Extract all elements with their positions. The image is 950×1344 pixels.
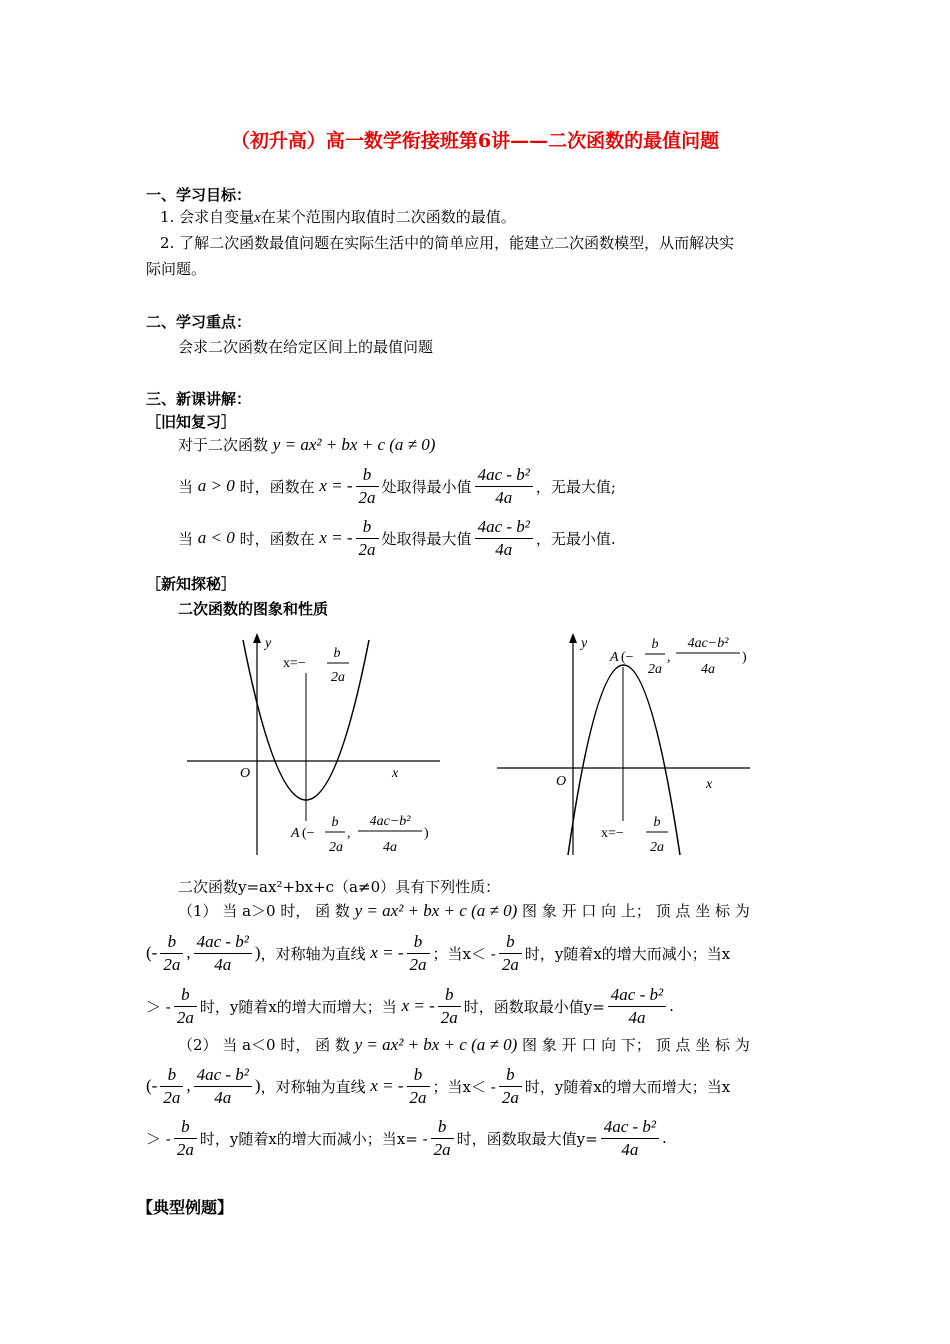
section-heading-goals: 一、学习目标： (146, 186, 252, 204)
prop1-line2: (- $\frac{b}{2a}$ , $\frac{\text{4ac - b²}}{4a}$ ) ，对称轴为直线 x = - $\frac{b}{2a}$ ；当x＜ - $\frac{b}{2a}$ 时，y随着x的增大而减小；当x (146, 931, 731, 974)
vertex-open: (− (621, 650, 634, 665)
vertex-label: A (610, 650, 619, 665)
prop2-line1: （2） 当 a＜0 时， 函 数 y = ax² + bx + c (a ≠ 0) 图 象 开 口 向 下； 顶 点 坐 标 为 (178, 1034, 750, 1054)
vertex-open: (− (302, 826, 315, 841)
review-line-3: 当 a < 0 时，函数在 x = - $\frac{b}{2a}$ 处取得最大值 $\frac{\text{4ac - b²}}{4a}$ ，无最小值. (178, 516, 616, 559)
new-knowledge-label: ［新知探秘］ (146, 575, 237, 593)
section-heading-focus: 二、学习重点： (146, 313, 252, 331)
vertex-num: 4ac−b² (687, 636, 729, 651)
goal-1: 1. 会求自变量x在某个范围内取值时二次函数的最值。 (160, 208, 516, 226)
vertex-2a: 2a (648, 662, 662, 677)
vertex-b: b (651, 637, 659, 652)
page-title: （初升高）高一数学衔接班第6讲——二次函数的最值问题 (230, 130, 720, 152)
examples-heading: 【典型例题】 (137, 1198, 234, 1217)
graph-downward-parabola (495, 625, 760, 860)
review-label: ［旧知复习］ (146, 413, 237, 431)
vertex-comma: , (667, 650, 671, 665)
prop2-line2: (- $\frac{b}{2a}$ , $\frac{\text{4ac - b²}}{4a}$ ) ，对称轴为直线 x = - $\frac{b}{2a}$ ；当x＜ - $\frac{b}{2a}$ 时，y随着x的增大而增大；当x (146, 1064, 731, 1107)
frac-2a: 2a (331, 670, 345, 685)
review-line-1: 对于二次函数 y = ax² + bx + c (a ≠ 0) (178, 434, 436, 454)
vertex-b: b (331, 815, 339, 830)
y-label: y (581, 636, 588, 651)
graph-upward-parabola (185, 625, 445, 860)
focus-text: 会求二次函数在给定区间上的最值问题 (178, 338, 434, 356)
vertex-comma: , (347, 826, 351, 841)
prop2-line3: ＞ - $\frac{b}{2a}$ 时，y随着x的增大而减小；当x= - $\frac{b}{2a}$ 时，函数取最大值y= $\frac{\text{4ac - b²}}{4a}$ . (146, 1116, 667, 1159)
origin-label: O (240, 766, 251, 781)
axis-equation: x=− (283, 656, 306, 671)
graph-section-title: 二次函数的图象和性质 (178, 600, 329, 618)
prop1-line1: （1） 当 a＞0 时， 函 数 y = ax² + bx + c (a ≠ 0) 图 象 开 口 向 上； 顶 点 坐 标 为 (178, 900, 750, 920)
frac-2a: 2a (650, 840, 664, 855)
props-intro: 二次函数y=ax²+bx+c（a≠0）具有下列性质： (178, 878, 501, 896)
y-axis-arrow (569, 633, 577, 643)
vertex-den: 4a (701, 662, 715, 677)
goal-2-cont: 际问题。 (146, 260, 207, 278)
review-line-2: 当 a > 0 时，函数在 x = - $\frac{b}{2a}$ 处取得最小值 $\frac{\text{4ac - b²}}{4a}$ ，无最大值; (178, 464, 616, 507)
axis-equation: x=− (601, 826, 624, 841)
parabola-curve (568, 665, 680, 855)
vertex-num: 4ac−b² (369, 814, 411, 829)
vertex-2a: 2a (329, 840, 343, 855)
goal-2: 2. 了解二次函数最值问题在实际生活中的简单应用，能建立二次函数模型，从而解决实 (160, 234, 735, 252)
origin-label: O (556, 774, 567, 789)
prop1-line3: ＞ - $\frac{b}{2a}$ 时，y随着x的增大而增大；当 x = - $\frac{b}{2a}$ 时，函数取最小值y= $\frac{\text{4ac - b²}}{4a}$ . (146, 984, 674, 1027)
vertex-close: ) (742, 650, 747, 665)
vertex-close: ) (424, 826, 429, 841)
frac-b: b (333, 646, 341, 661)
vertex-label: A (291, 826, 300, 841)
x-label: x (706, 777, 713, 792)
y-axis-arrow (253, 633, 261, 643)
section-heading-lecture: 三、新课讲解： (146, 390, 252, 408)
frac-b: b (653, 815, 661, 830)
vertex-den: 4a (383, 840, 397, 855)
x-label: x (392, 766, 399, 781)
y-label: y (265, 636, 272, 651)
